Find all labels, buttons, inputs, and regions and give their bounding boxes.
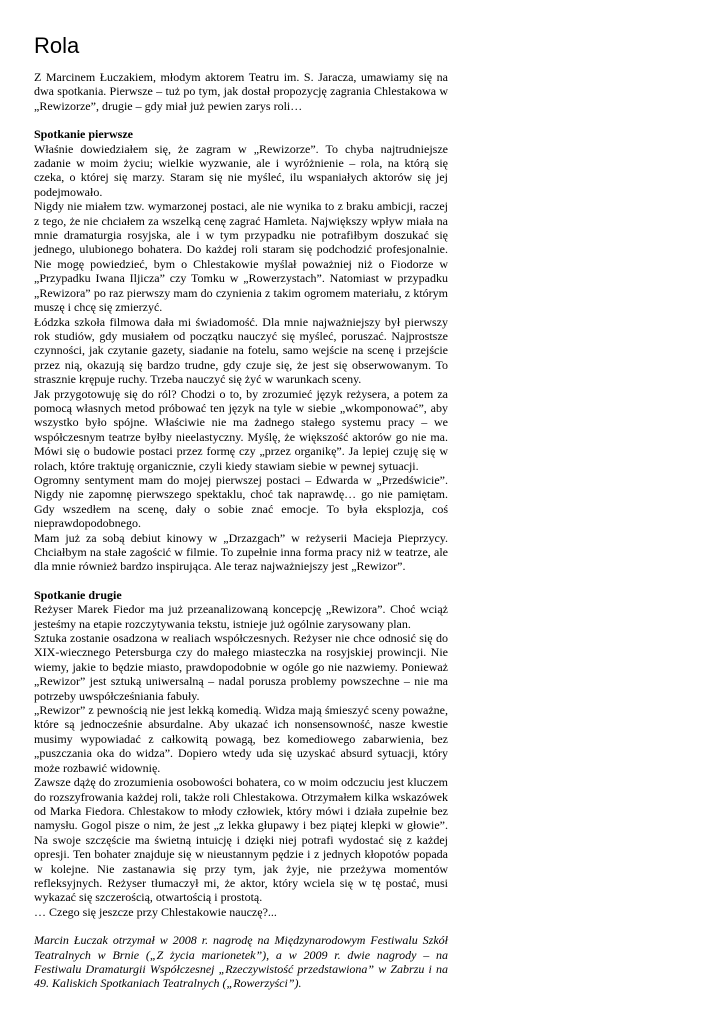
paragraph: Nigdy nie miałem tzw. wymarzonej postaci, ale nie wynika to z braku ambicji, raczej z tego, że nie chciałem za wszelką cenę zagrać Hamleta. Największy wpływ miała na mnie dramaturgia rosyjska, ale i w tym przypadku nie potrafiłbym doszukać się jednego, ulubionego bohatera. Do każdej roli staram się podchodzić profesjonalnie. Nie mogę powiedzieć, bym o Chlestakowie myślał poważniej niż o Fiodorze w „Przypadku Iwana Iljicza” czy Tomku w „Rowerzystach”. Natomiast w przypadku „Rewizora” po raz pierwszy mam do czynienia z takim ogromem materiału, z którym muszę i chcę się zmierzyć. (34, 199, 448, 315)
paragraph: Sztuka zostanie osadzona w realiach współczesnych. Reżyser nie chce odnosić się do XIX-wiecznego Petersburga czy do małego miasteczka na rosyjskiej prowincji. Nie wiemy, jakie to będzie miasto, prawdopodobnie w ogóle go nie nazwiemy. Ponieważ „Rewizor” jest sztuką uniwersalną – nadal porusza problemy powszechne – nie ma potrzeby uwspółcześniania fabuły. (34, 631, 448, 703)
intro-paragraph: Z Marcinem Łuczakiem, młodym aktorem Teatru im. S. Jaracza, umawiamy się na dwa spotkania. Pierwsze – tuż po tym, jak dostał propozycję zagrania Chlestakowa w „Rewizorze”, drugie – gdy miał już pewien zarys roli… (34, 70, 448, 113)
paragraph: Mam już za sobą debiut kinowy w „Drzazgach” w reżyserii Macieja Pieprzycy. Chciałbym na stałe zagościć w filmie. To zupełnie inna forma pracy niż w teatrze, ale dla mnie również bardzo inspirująca. Ale teraz najważniejszy jest „Rewizor”. (34, 530, 448, 574)
page-title: Rola (34, 33, 80, 58)
document-page (34, 32, 448, 991)
section-heading: Spotkanie drugie (34, 587, 122, 602)
author-note (34, 933, 448, 991)
paragraph: Reżyser Marek Fiedor ma już przeanalizowaną koncepcję „Rewizora”. Choć wciąż jesteśmy na etapie rozczytywania tekstu, istnieje już ogólnie zarysowany plan. (34, 602, 448, 631)
paragraph: Łódzka szkoła filmowa dała mi świadomość. Dla mnie najważniejszy był pierwszy rok studiów, gdy musiałem od początku nauczyć się myśleć, poruszać. Najprostsze czynności, jak czytanie gazety, siadanie na fotelu, samo wejście na scenę i przejście przez nią, okazują się bardzo trudne, gdy czuje się, że jest się obserwowanym. To strasznie krępuje ruchy. Trzeba nauczyć się żyć w warunkach sceny. (34, 314, 448, 387)
paragraph: … Czego się jeszcze przy Chlestakowie nauczę?... (34, 904, 277, 919)
paragraph: „Rewizor” z pewnością nie jest lekką komedią. Widza mają śmieszyć sceny poważne, które są jednocześnie absurdalne. Aby ukazać ich nonsensowność, nasze kwestie musimy wypowiadać z całkowitą powagą, bez komediowego zabarwienia, bez „puszczania oka do widza”. Dopiero wtedy uda się uzyskać absurd sytuacji, który może rozbawić widownię. (34, 703, 448, 775)
paragraph: Zawsze dążę do zrozumienia osobowości bohatera, co w moim odczuciu jest kluczem do rozszyfrowania każdej roli, także roli Chlestakowa. Otrzymałem kilka wskazówek od Marka Fiedora. Chlestakow to młody człowiek, który mówi i działa zupełnie bez namysłu. Gogol pisze o nim, że jest „z lekka głupawy i bez piątej klepki w głowie”. Na swoje szczęście ma świetną intuicję i dzięki niej potrafi wydostać się z każdej opresji. Ten bohater znajduje się w nieustannym pędzie i z jednych kłopotów popada w kolejne. Nie zastanawia się przy tym, jak żyje, nie przeżywa momentów refleksyjnych. Reżyser tłumaczył mi, że aktor, który wciela się w tę postać, musi wykazać się szczerością, otwartością i prostotą. (34, 775, 448, 905)
paragraph: Ogromny sentyment mam do mojej pierwszej postaci – Edwarda w „Przedświcie”. Nigdy nie zapomnę pierwszego spektaklu, choć tak naprawdę… go nie pamiętam. Gdy wszedłem na scenę, dały o sobie znać emocje. To była eksplozja, coś nieprawdopodobnego. (34, 472, 448, 531)
section-heading: Spotkanie pierwsze (34, 127, 133, 142)
author-note-text: Marcin Łuczak otrzymał w 2008 r. nagrodę na Międzynarodowym Festiwalu Szkół Teatralnych w Brnie („Z życia marionetek”), a w 2009 r. dwie nagrody – na Festiwalu Dramaturgii Współczesnej „Rzeczywistość przedstawiona” w Zabrzu i na 49. Kaliskich Spotkaniach Teatralnych („Rowerzyści”). (34, 933, 448, 991)
section-second-meeting (34, 588, 448, 919)
paragraph: Jak przygotowuję się do ról? Chodzi o to, by zrozumieć język reżysera, a potem za pomocą własnych metod próbować ten język na tyle w siebie „wkomponować”, aby wszystko było spójne. Właściwie nie ma żadnego stałego systemu pracy – we współczesnym teatrze byłby nieelastyczny. Myślę, że większość aktorów go nie ma. Mówi się o budowie postaci przez formę czy „przez organikę”. Ja lepiej czuję się w rolach, które traktuję organicznie, czyli kiedy stawiam siebie w pewnej sytuacji. (34, 386, 448, 473)
section-first-meeting (34, 127, 448, 574)
paragraph: Właśnie dowiedziałem się, że zagram w „Rewizorze”. To chyba najtrudniejsze zadanie w moim życiu; wielkie wyzwanie, ale i wyróżnienie – rola, na którą się czeka, o której się marzy. Staram się nie myśleć, ilu wspaniałych aktorów się jej podejmowało. (34, 141, 448, 199)
